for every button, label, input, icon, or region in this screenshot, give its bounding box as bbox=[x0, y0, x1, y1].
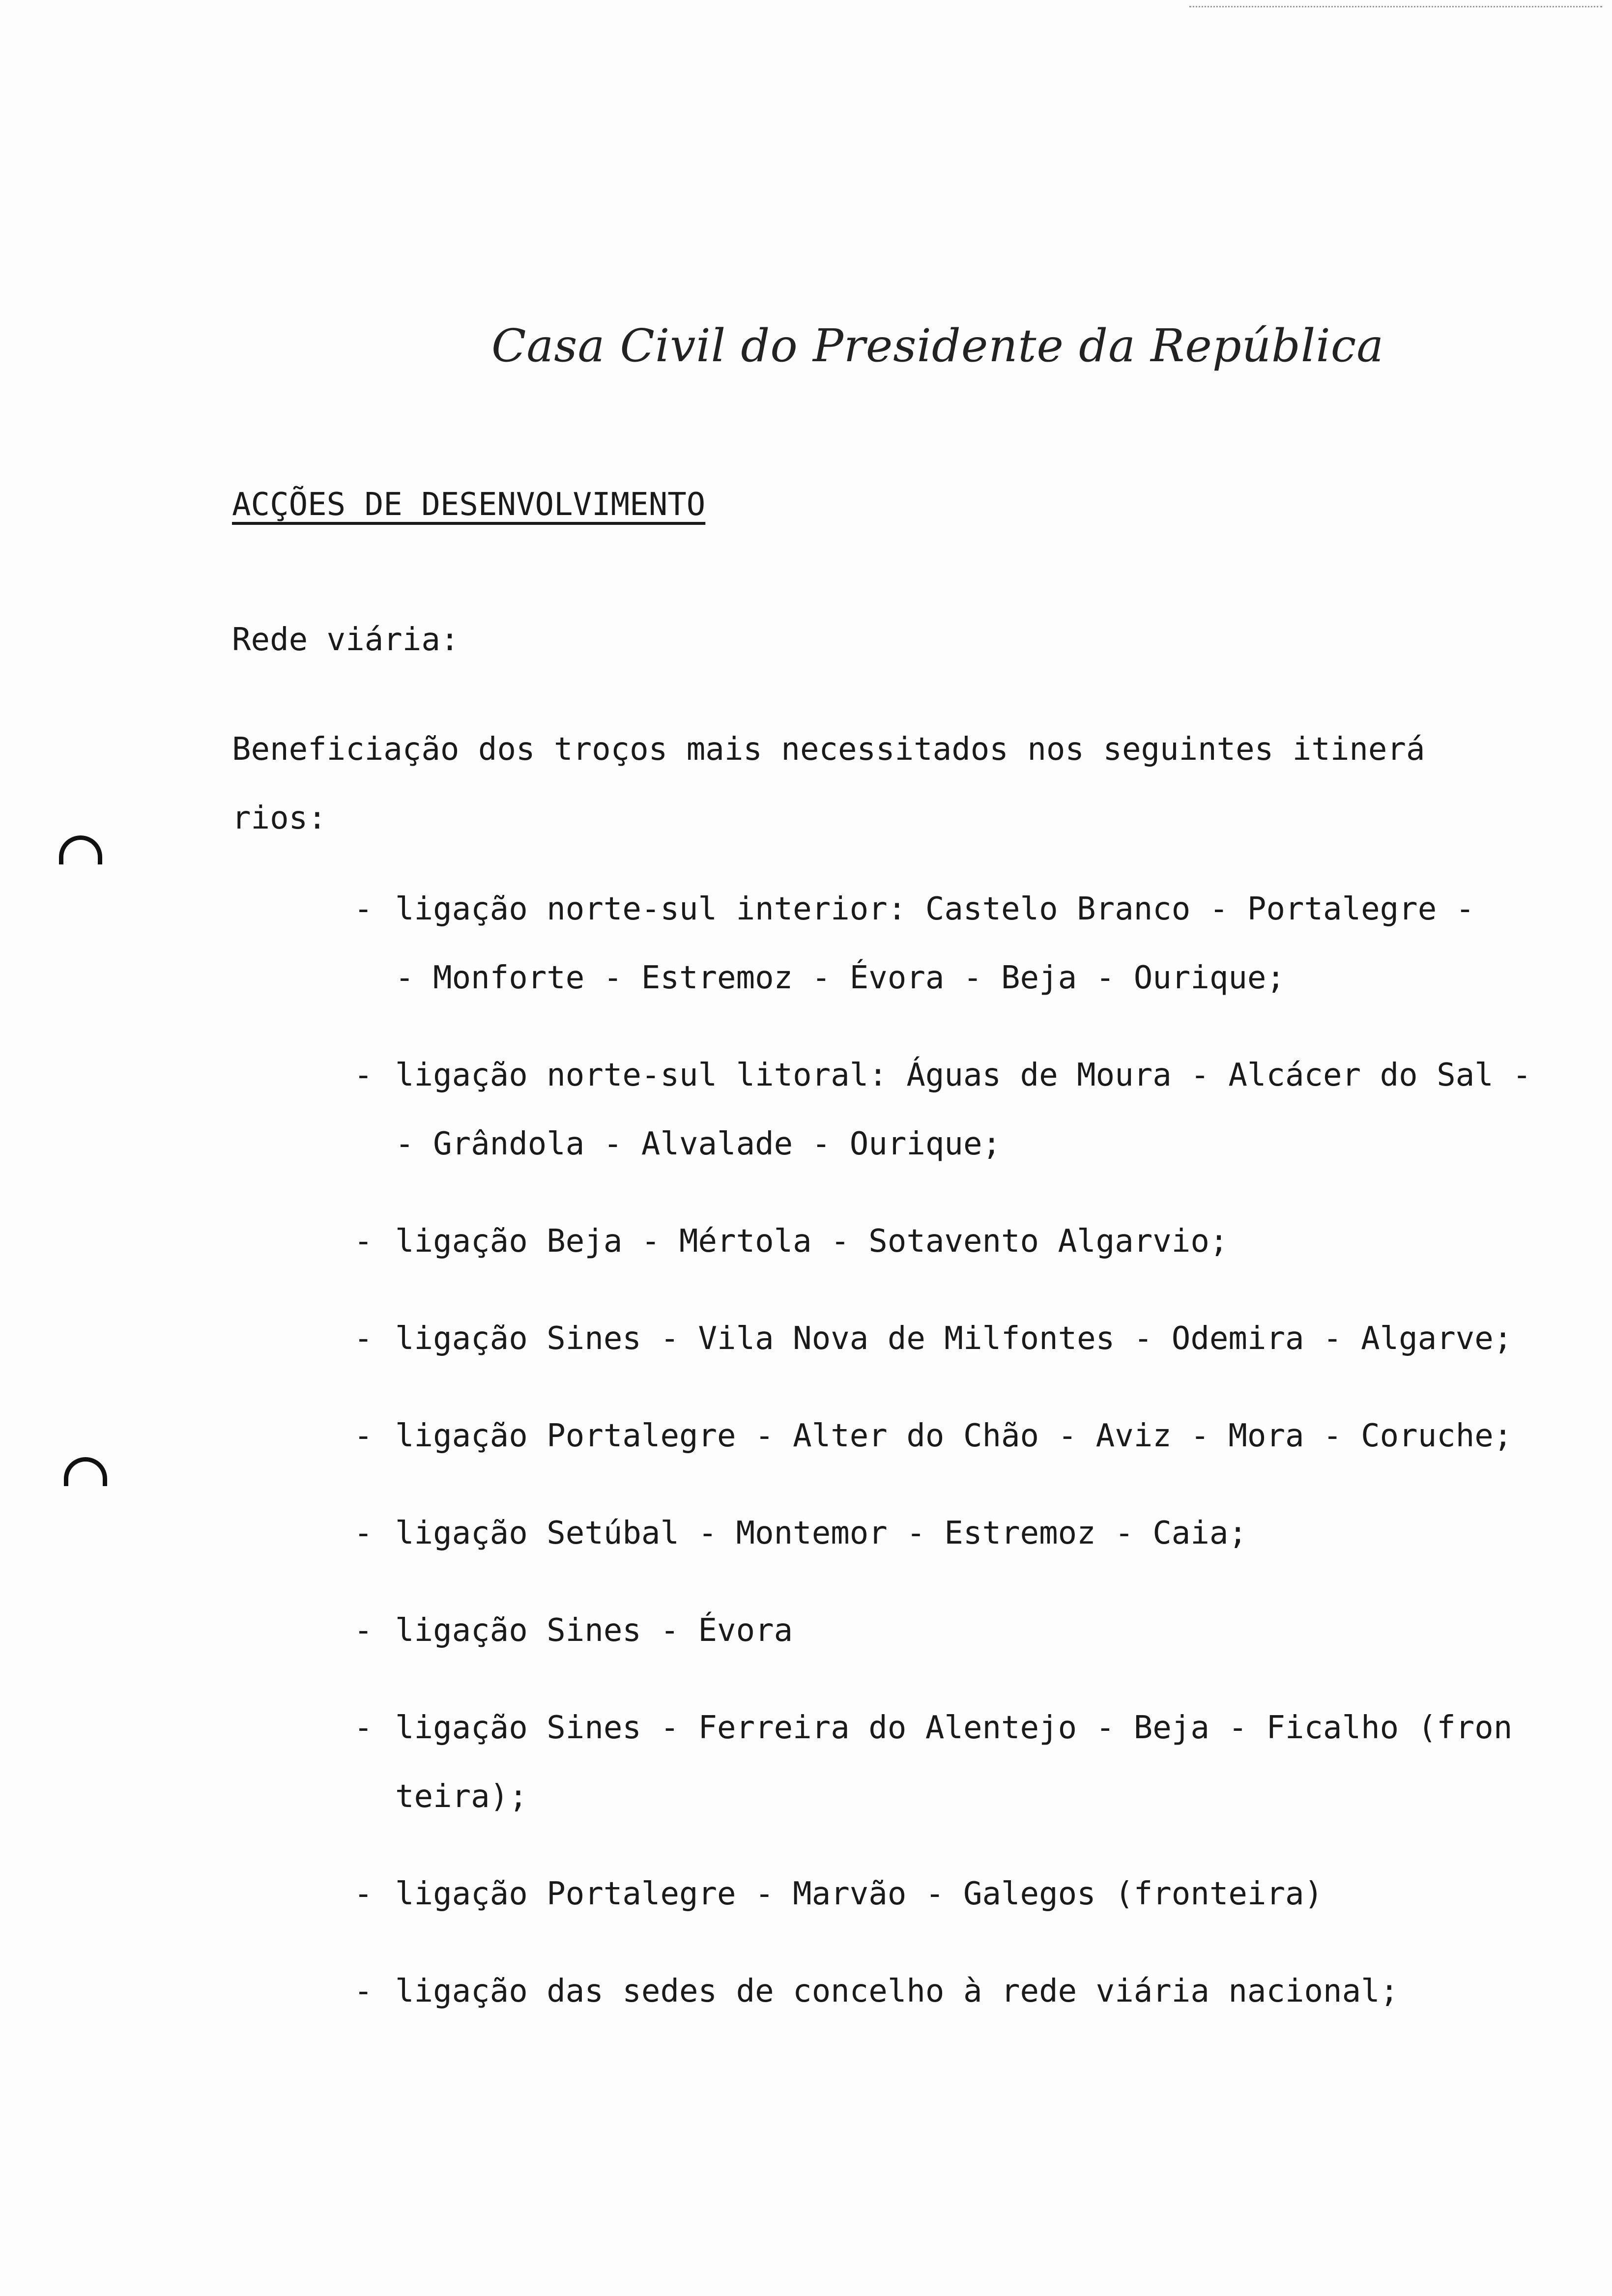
list-dash: - bbox=[354, 1057, 373, 1093]
section-title: ACÇÕES DE DESENVOLVIMENTO bbox=[232, 487, 706, 523]
list-item bbox=[354, 1596, 1583, 1665]
list-item bbox=[354, 1041, 1583, 1178]
list-item-text: ligação das sedes de concelho à rede viária nacional; bbox=[395, 1973, 1399, 2009]
list-item-text: ligação Sines - Vila Nova de Milfontes - Odemira - Algarve; bbox=[395, 1320, 1513, 1357]
list-item bbox=[354, 1402, 1583, 1470]
list-item-text: ligação Beja - Mértola - Sotavento Algarvio; bbox=[395, 1223, 1229, 1260]
list-item-text: ligação Setúbal - Montemor - Estremoz - Caia; bbox=[395, 1515, 1247, 1551]
list-dash: - bbox=[354, 1612, 373, 1649]
list-item-text: ligação Sines - Évora bbox=[395, 1612, 793, 1649]
binder-hole-mark bbox=[59, 835, 102, 864]
list-dash: - bbox=[354, 1223, 373, 1260]
list-dash: - bbox=[354, 1320, 373, 1357]
binder-hole-mark bbox=[64, 1457, 107, 1486]
list-item bbox=[354, 1304, 1583, 1373]
list-item bbox=[354, 1499, 1583, 1568]
letterhead: Casa Civil do Presidente da República bbox=[491, 319, 1384, 372]
list-dash: - bbox=[354, 1876, 373, 1912]
list-item-text: ligação norte-sul interior: Castelo Branco - Portalegre - - Monforte - Estremoz - Évora - Beja - Ourique; bbox=[395, 891, 1475, 996]
list-item-text: ligação Portalegre - Marvão - Galegos (fronteira) bbox=[395, 1876, 1324, 1912]
list-dash: - bbox=[354, 1973, 373, 2009]
itinerary-list bbox=[354, 875, 1583, 2054]
list-dash: - bbox=[354, 1515, 373, 1551]
subtitle: Rede viária: bbox=[232, 622, 460, 658]
list-item bbox=[354, 875, 1583, 1012]
list-item-text: ligação norte-sul litoral: Águas de Moura - Alcácer do Sal - - Grândola - Alvalade - Ourique; bbox=[395, 1057, 1531, 1162]
scan-artifact-line bbox=[1189, 6, 1602, 7]
list-dash: - bbox=[354, 1710, 373, 1746]
list-item bbox=[354, 1957, 1583, 2026]
list-item bbox=[354, 1207, 1583, 1276]
intro-paragraph: Beneficiação dos troços mais necessitados nos seguintes itinerá rios: bbox=[232, 731, 1425, 836]
list-dash: - bbox=[354, 891, 373, 927]
list-item-text: ligação Portalegre - Alter do Chão - Aviz - Mora - Coruche; bbox=[395, 1418, 1513, 1454]
list-item bbox=[354, 1693, 1583, 1831]
list-dash: - bbox=[354, 1418, 373, 1454]
list-item-text: ligação Sines - Ferreira do Alentejo - Beja - Ficalho (fron teira); bbox=[395, 1710, 1513, 1815]
list-item bbox=[354, 1860, 1583, 1928]
